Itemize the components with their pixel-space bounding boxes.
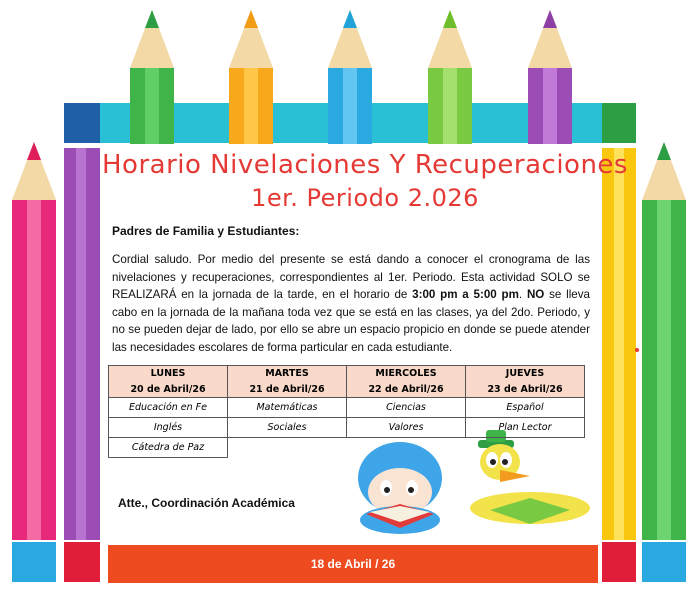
page-subtitle: 1er. Periodo 2.026	[251, 184, 479, 212]
pencil-left-pink-icon	[12, 142, 56, 540]
empty-cell	[228, 438, 347, 458]
pencil-top-orange-icon	[229, 10, 273, 144]
empty-cell	[466, 438, 585, 458]
date-header: 23 de Abril/26	[466, 381, 585, 398]
pencil-top-green-icon	[130, 10, 174, 144]
subject-cell: Matemáticas	[228, 398, 347, 418]
date-header: 20 de Abril/26	[109, 381, 228, 398]
footer-date: 18 de Abril / 26	[310, 557, 396, 571]
page-title: Horario Nivelaciones Y Recuperaciones	[102, 150, 628, 180]
day-header: MARTES	[228, 366, 347, 382]
body-text-3: se lleva cabo en la jornada de la mañana toda vez que se está en las clases, ya del 2do. Periodo, y no se pueden dejar de lado, por ello se abre un espacio propicio en donde se puede atender las necesidades escolares de forma particular en cada estudiante.	[112, 288, 590, 354]
body-no: NO	[526, 288, 545, 302]
body-text-2: .	[518, 288, 527, 302]
table-row	[109, 398, 585, 418]
subject-cell: Cátedra de Paz	[109, 438, 228, 458]
schedule-table	[108, 365, 585, 458]
subject-cell: Español	[466, 398, 585, 418]
table-row	[109, 438, 585, 458]
subject-cell: Plan Lector	[466, 418, 585, 438]
subject-cell: Valores	[347, 418, 466, 438]
empty-cell	[347, 438, 466, 458]
table-row	[109, 418, 585, 438]
red-dot	[635, 348, 639, 352]
pencil-top-blue-icon	[328, 10, 372, 144]
pencil-top-lime-icon	[428, 10, 472, 144]
body-text-1: Cordial saludo. Por medio del presente se está dando a conocer el cronograma de las nivelaciones y recuperaciones, correspondientes al 1er. Periodo. Esta actividad SOLO se REALIZARÁ en la jornada de la tarde, en el horario de	[112, 253, 590, 302]
subject-cell: Sociales	[228, 418, 347, 438]
subject-cell: Educación en Fe	[109, 398, 228, 418]
subject-cell: Ciencias	[347, 398, 466, 418]
day-header: LUNES	[109, 366, 228, 382]
pencil-right-green-icon	[642, 142, 686, 540]
day-header: JUEVES	[466, 366, 585, 382]
body-paragraph	[112, 251, 590, 357]
greeting: Padres de Familia y Estudiantes:	[112, 224, 300, 238]
subject-cell: Inglés	[109, 418, 228, 438]
date-header: 21 de Abril/26	[228, 381, 347, 398]
footer-bar	[108, 545, 598, 583]
schedule-header-days	[109, 366, 585, 382]
day-header: MIERCOLES	[347, 366, 466, 382]
pencil-top-purple-icon	[528, 10, 572, 144]
date-header: 22 de Abril/26	[347, 381, 466, 398]
body-time: 3:00 pm a 5:00 pm	[412, 288, 519, 302]
signature: Atte., Coordinación Académica	[118, 496, 295, 510]
schedule-header-dates	[109, 381, 585, 398]
